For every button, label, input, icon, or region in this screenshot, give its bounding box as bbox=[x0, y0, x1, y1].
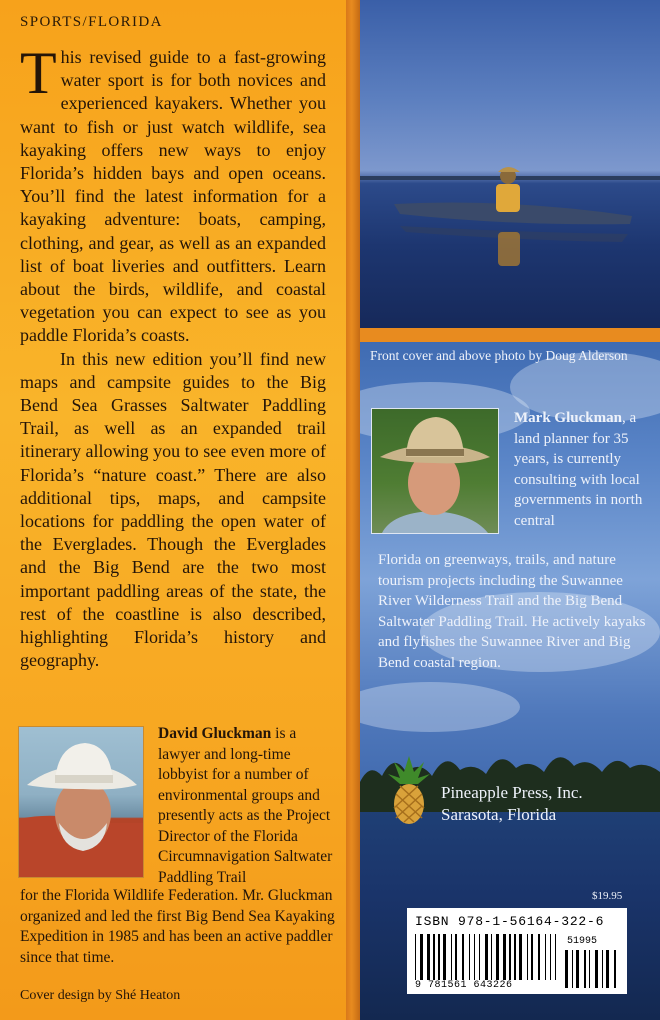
addon-digits: 51995 bbox=[567, 936, 598, 947]
ean-barcode bbox=[415, 934, 561, 980]
barcode-bar bbox=[584, 950, 586, 988]
author-photo-david bbox=[18, 726, 144, 878]
kayaker-photo bbox=[360, 0, 660, 328]
author-bio-mark-text: , a land planner for 35 years, is currently consulting with local governments in north central bbox=[514, 410, 643, 529]
barcode-bar bbox=[496, 934, 499, 980]
barcode-bar bbox=[415, 934, 416, 980]
author-bio-david bbox=[158, 724, 338, 888]
author-bio-david-text: is a lawyer and long-time lobbyist for a number of environmental groups and presently acts as the Project Director of the Florida Circumnavigation Saltwater Paddling Trail bbox=[158, 725, 333, 886]
barcode-bar bbox=[503, 934, 506, 980]
barcode-bar bbox=[576, 950, 579, 988]
cloud bbox=[360, 682, 520, 732]
barcode-bar bbox=[485, 934, 488, 980]
barcode-bar bbox=[606, 950, 609, 988]
author-portrait-david-illustration bbox=[19, 727, 143, 877]
publisher-imprint bbox=[441, 782, 583, 826]
publisher-name: Pineapple Press, Inc. bbox=[441, 783, 583, 802]
addon-barcode bbox=[565, 950, 619, 988]
kayaker-silhouette-illustration bbox=[360, 0, 660, 328]
isbn-number: ISBN 978-1-56164-322-6 bbox=[415, 914, 605, 929]
author-bio-david-continued: for the Florida Wildlife Federation. Mr. Gluckman organized and led the first Big Bend Sea Kayaking Expedition in 1985 and has been an active paddler since that time. bbox=[20, 887, 335, 966]
author-name-mark: Mark Gluckman bbox=[514, 410, 622, 426]
barcode-bar bbox=[531, 934, 533, 980]
barcode-bar bbox=[614, 950, 616, 988]
barcode-bar bbox=[519, 934, 522, 980]
category-label: SPORTS/FLORIDA bbox=[20, 14, 163, 30]
barcode-bar bbox=[595, 950, 598, 988]
barcode-bar bbox=[455, 934, 457, 980]
barcode-bar bbox=[555, 934, 556, 980]
barcode-bar bbox=[509, 934, 511, 980]
barcode-bar bbox=[427, 934, 430, 980]
author-name-david: David Gluckman bbox=[158, 725, 272, 742]
author-portrait-mark-illustration bbox=[372, 409, 498, 533]
description-paragraph-1 bbox=[20, 40, 326, 348]
barcode-bar bbox=[550, 934, 551, 980]
barcode-bar bbox=[545, 934, 546, 980]
barcode-box bbox=[407, 908, 627, 994]
author-bio-mark-continued: Florida on greenways, trails, and nature tourism projects including the Suwannee River Wilderness Trail and the Big Bend Saltwater Paddling Trail. He actively kayaks and flyfishes the Suwannee River and Big Bend coastal region. bbox=[378, 552, 646, 671]
drop-cap: T bbox=[20, 40, 57, 106]
barcode-bar bbox=[469, 934, 470, 980]
orange-divider bbox=[360, 328, 660, 342]
barcode-bar bbox=[491, 934, 492, 980]
barcode-bar bbox=[451, 934, 452, 980]
author-bio-mark bbox=[514, 408, 654, 531]
barcode-bar bbox=[602, 950, 603, 988]
author-photo-mark bbox=[371, 408, 499, 534]
publisher-location: Sarasota, Florida bbox=[441, 805, 557, 824]
barcode-bar bbox=[443, 934, 446, 980]
photo-credit: Front cover and above photo by Doug Alderson bbox=[370, 348, 628, 363]
barcode-bar bbox=[433, 934, 435, 980]
barcode-bar bbox=[514, 934, 516, 980]
barcode-bar bbox=[538, 934, 540, 980]
barcode-bar bbox=[589, 950, 590, 988]
barcode-bar bbox=[474, 934, 475, 980]
barcode-bar bbox=[479, 934, 480, 980]
barcode-bar bbox=[572, 950, 573, 988]
price-label: $19.95 bbox=[592, 890, 623, 902]
ean-digits: 9 781561 643226 bbox=[415, 980, 513, 991]
barcode-bar bbox=[420, 934, 423, 980]
barcode-bar bbox=[462, 934, 464, 980]
description-paragraph-2: In this new edition you’ll find new maps and campsite guides to the Big Bend Sea Grasses Saltwater Paddling Trail, as well as an expanded trail itinerary allowing you to see even more of Florida’s “nature coast.” There are also additional tips, maps, and campsite locations for paddling the open water of the Everglades. Though the Everglades and the Big Bend are the two most important paddling areas of the state, the rest of the coastline is also described, highlighting Florida’s history and geography. bbox=[20, 348, 326, 671]
description-paragraph-1-text: his revised guide to a fast-growing water sport is for both novices and experienced kayakers. Whether you want to fish or just watch wildlife, sea kayaking offers new ways to enjoy Florida’s hidden bays and open oceans. You’ll find the latest information for a kayaking adventure: boats, camping, clothing, and gear, as well as an expanded list of boat liveries and outfitters. Learn about the birds, wildlife, and coastal vegetation you can expect to see as you paddle Florida’s coasts. bbox=[20, 47, 326, 346]
cover-design-credit: Cover design by Shé Heaton bbox=[20, 988, 181, 1003]
book-description bbox=[20, 40, 326, 672]
pineapple-icon bbox=[386, 756, 432, 826]
barcode-bar bbox=[438, 934, 440, 980]
barcode-bar bbox=[565, 950, 568, 988]
barcode-bar bbox=[527, 934, 528, 980]
spine-strip bbox=[346, 0, 360, 1020]
